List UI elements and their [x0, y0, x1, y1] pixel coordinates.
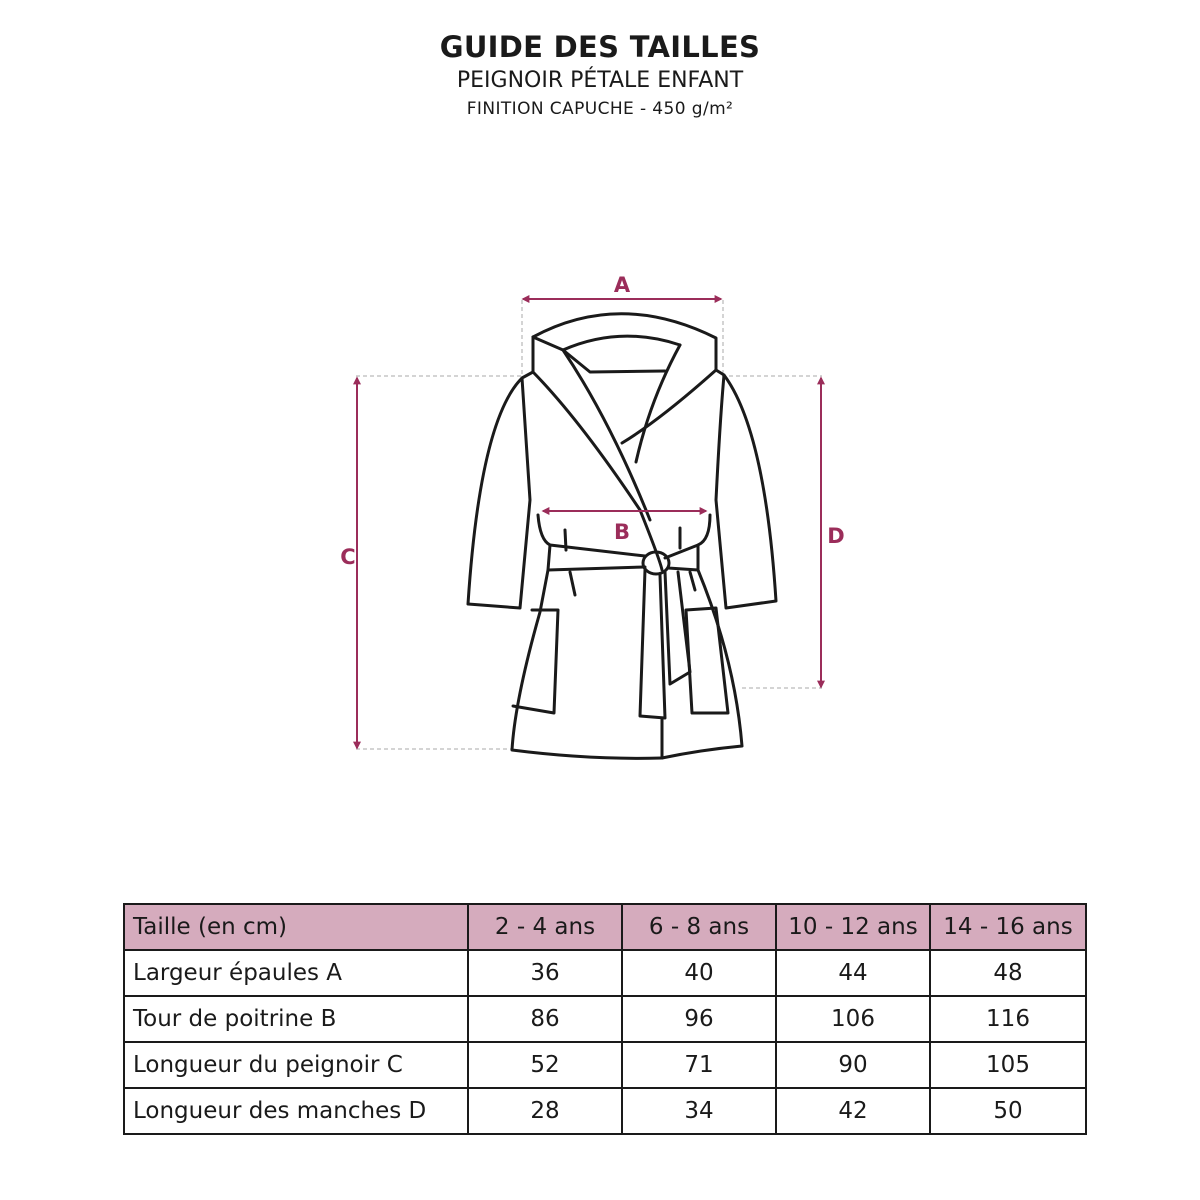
label-c: C — [340, 545, 356, 569]
cell: 44 — [776, 950, 930, 996]
cell: 36 — [468, 950, 622, 996]
table-row — [124, 1088, 1086, 1134]
cell: 42 — [776, 1088, 930, 1134]
header-cell: 6 - 8 ans — [622, 904, 776, 950]
label-b: B — [613, 520, 631, 544]
table-header-row — [124, 904, 1086, 950]
header-cell: 2 - 4 ans — [468, 904, 622, 950]
cell: 48 — [930, 950, 1086, 996]
page-subtitle: PEIGNOIR PÉTALE ENFANT — [456, 68, 744, 93]
cell: 71 — [622, 1042, 776, 1088]
row-label: Tour de poitrine B — [124, 996, 468, 1042]
cell: 40 — [622, 950, 776, 996]
cell: 105 — [930, 1042, 1086, 1088]
row-label: Largeur épaules A — [124, 950, 468, 996]
cell: 106 — [776, 996, 930, 1042]
cell: 96 — [622, 996, 776, 1042]
guide-lines — [356, 300, 822, 749]
header-cell: 10 - 12 ans — [776, 904, 930, 950]
cell: 86 — [468, 996, 622, 1042]
cell: 28 — [468, 1088, 622, 1134]
label-d: D — [827, 524, 845, 548]
row-label: Longueur des manches D — [124, 1088, 468, 1134]
page-detail: FINITION CAPUCHE - 450 g/m² — [466, 99, 734, 119]
cell: 34 — [622, 1088, 776, 1134]
header-cell: Taille (en cm) — [124, 904, 468, 950]
page-title: GUIDE DES TAILLES — [439, 30, 761, 64]
measure-arrows — [357, 299, 821, 748]
cell: 90 — [776, 1042, 930, 1088]
table-row — [124, 950, 1086, 996]
cell: 116 — [930, 996, 1086, 1042]
cell: 50 — [930, 1088, 1086, 1134]
table-row — [124, 996, 1086, 1042]
table-row — [124, 1042, 1086, 1088]
size-table — [123, 903, 1087, 1135]
label-a: A — [613, 273, 631, 297]
header-cell: 14 - 16 ans — [930, 904, 1086, 950]
cell: 52 — [468, 1042, 622, 1088]
row-label: Longueur du peignoir C — [124, 1042, 468, 1088]
